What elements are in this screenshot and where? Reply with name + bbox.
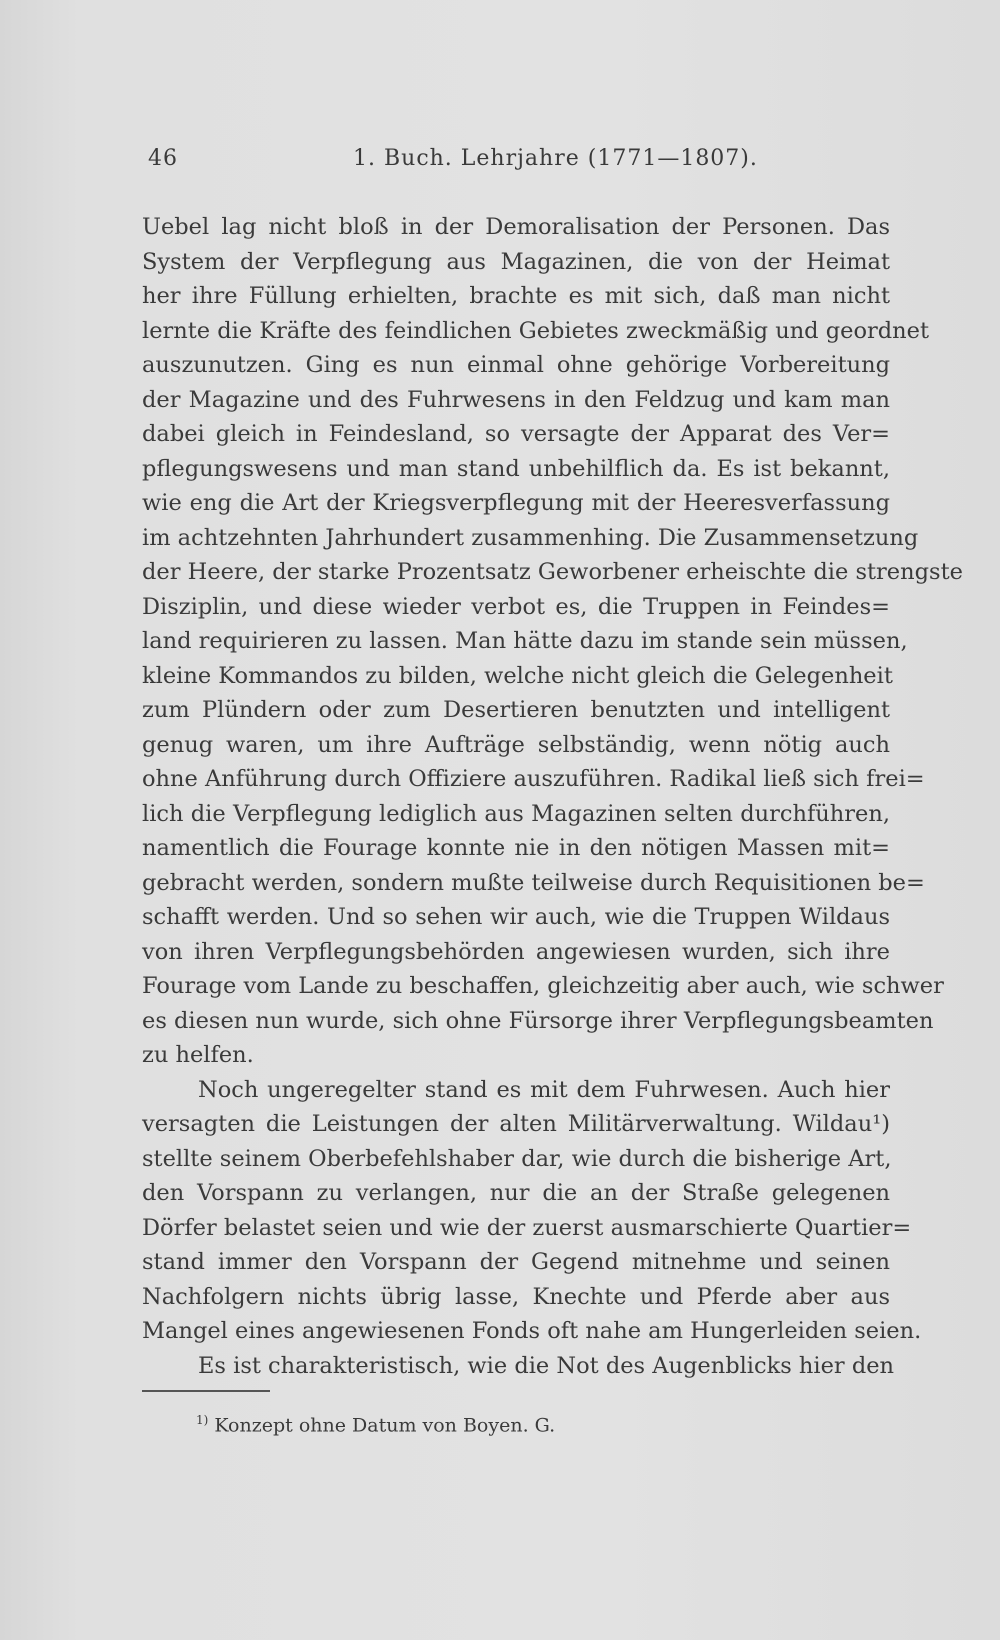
- text-line: Es ist charakteristisch, wie die Not des Augenblicks hier den: [198, 1352, 895, 1379]
- text-line: gebracht werden, sondern mußte teilweise durch Requisitionen be=: [142, 869, 925, 896]
- footnote-text: Konzept ohne Datum von Boyen. G.: [214, 1414, 556, 1437]
- text-line: lernte die Kräfte des feindlichen Gebietes zweckmäßig und geordnet: [142, 317, 930, 344]
- text-line: von ihren Verpflegungsbehörden angewiesen wurden, sich ihre: [142, 938, 890, 965]
- text-line: Mangel eines angewiesenen Fonds oft nahe am Hungerleiden seien.: [142, 1318, 922, 1344]
- page-number: 46: [148, 146, 178, 171]
- footnote-marker: 1): [196, 1413, 209, 1427]
- text-line: der Magazine und des Fuhrwesens in den Feldzug und kam man: [142, 386, 890, 413]
- text-line: es diesen nun wurde, sich ohne Fürsorge ihrer Verpflegungsbeamten: [142, 1007, 934, 1034]
- text-line: auszunutzen. Ging es nun einmal ohne gehörige Vorbereitung: [142, 352, 890, 378]
- text-line: lich die Verpflegung lediglich aus Magazinen selten durchführen,: [142, 800, 890, 827]
- text-line: der Heere, der starke Prozentsatz Geworbener erheischte die strengste: [142, 559, 963, 585]
- text-line: land requirieren zu lassen. Man hätte dazu im stande sein müssen,: [142, 628, 908, 654]
- text-line: den Vorspann zu verlangen, nur die an der Straße gelegenen: [142, 1180, 890, 1206]
- text-line: wie eng die Art der Kriegsverpflegung mit der Heeresverfassung: [142, 490, 890, 516]
- text-line: versagten die Leistungen der alten Militärverwaltung. Wildau¹): [142, 1111, 890, 1137]
- text-line: Uebel lag nicht bloß in der Demoralisation der Personen. Das: [142, 214, 890, 240]
- text-line: Disziplin, und diese wieder verbot es, die Truppen in Feindes=: [142, 593, 890, 620]
- text-line: genug waren, um ihre Aufträge selbständig, wenn nötig auch: [142, 731, 890, 758]
- text-line: System der Verpflegung aus Magazinen, die von der Heimat: [142, 248, 890, 275]
- footnote-rule: [142, 1390, 270, 1392]
- text-line: pflegungswesens und man stand unbehilflich da. Es ist bekannt,: [142, 455, 890, 482]
- text-line: ohne Anführung durch Offiziere auszuführen. Radikal ließ sich frei=: [142, 766, 925, 792]
- text-line: Dörfer belastet seien und wie der zuerst ausmarschierte Quartier=: [142, 1214, 912, 1241]
- page-header: [148, 146, 888, 178]
- text-line: kleine Kommandos zu bilden, welche nicht gleich die Gelegenheit: [142, 662, 893, 689]
- running-title: 1. Buch. Lehrjahre (1771—1807).: [353, 146, 758, 171]
- text-line: zum Plündern oder zum Desertieren benutzten und intelligent: [142, 697, 890, 723]
- text-line: dabei gleich in Feindesland, so versagte der Apparat des Ver=: [142, 421, 890, 447]
- text-line: her ihre Füllung erhielten, brachte es mit sich, daß man nicht: [142, 283, 890, 309]
- footnote: [196, 1413, 555, 1436]
- text-line: namentlich die Fourage konnte nie in den nötigen Massen mit=: [142, 835, 890, 861]
- text-line: stellte seinem Oberbefehlshaber dar, wie durch die bisherige Art,: [142, 1145, 892, 1172]
- text-line: im achtzehnten Jahrhundert zusammenhing. Die Zusammensetzung: [142, 524, 919, 551]
- body-text: [142, 210, 963, 1383]
- text-line: Fourage vom Lande zu beschaffen, gleichzeitig aber auch, wie schwer: [142, 973, 944, 999]
- text-line: schafft werden. Und so sehen wir auch, wie die Truppen Wildaus: [142, 904, 890, 930]
- text-line: stand immer den Vorspann der Gegend mitnehme und seinen: [142, 1249, 890, 1275]
- text-line: Noch ungeregelter stand es mit dem Fuhrwesen. Auch hier: [198, 1076, 890, 1103]
- text-line: Nachfolgern nichts übrig lasse, Knechte und Pferde aber aus: [142, 1283, 890, 1310]
- text-line: zu helfen.: [142, 1042, 254, 1068]
